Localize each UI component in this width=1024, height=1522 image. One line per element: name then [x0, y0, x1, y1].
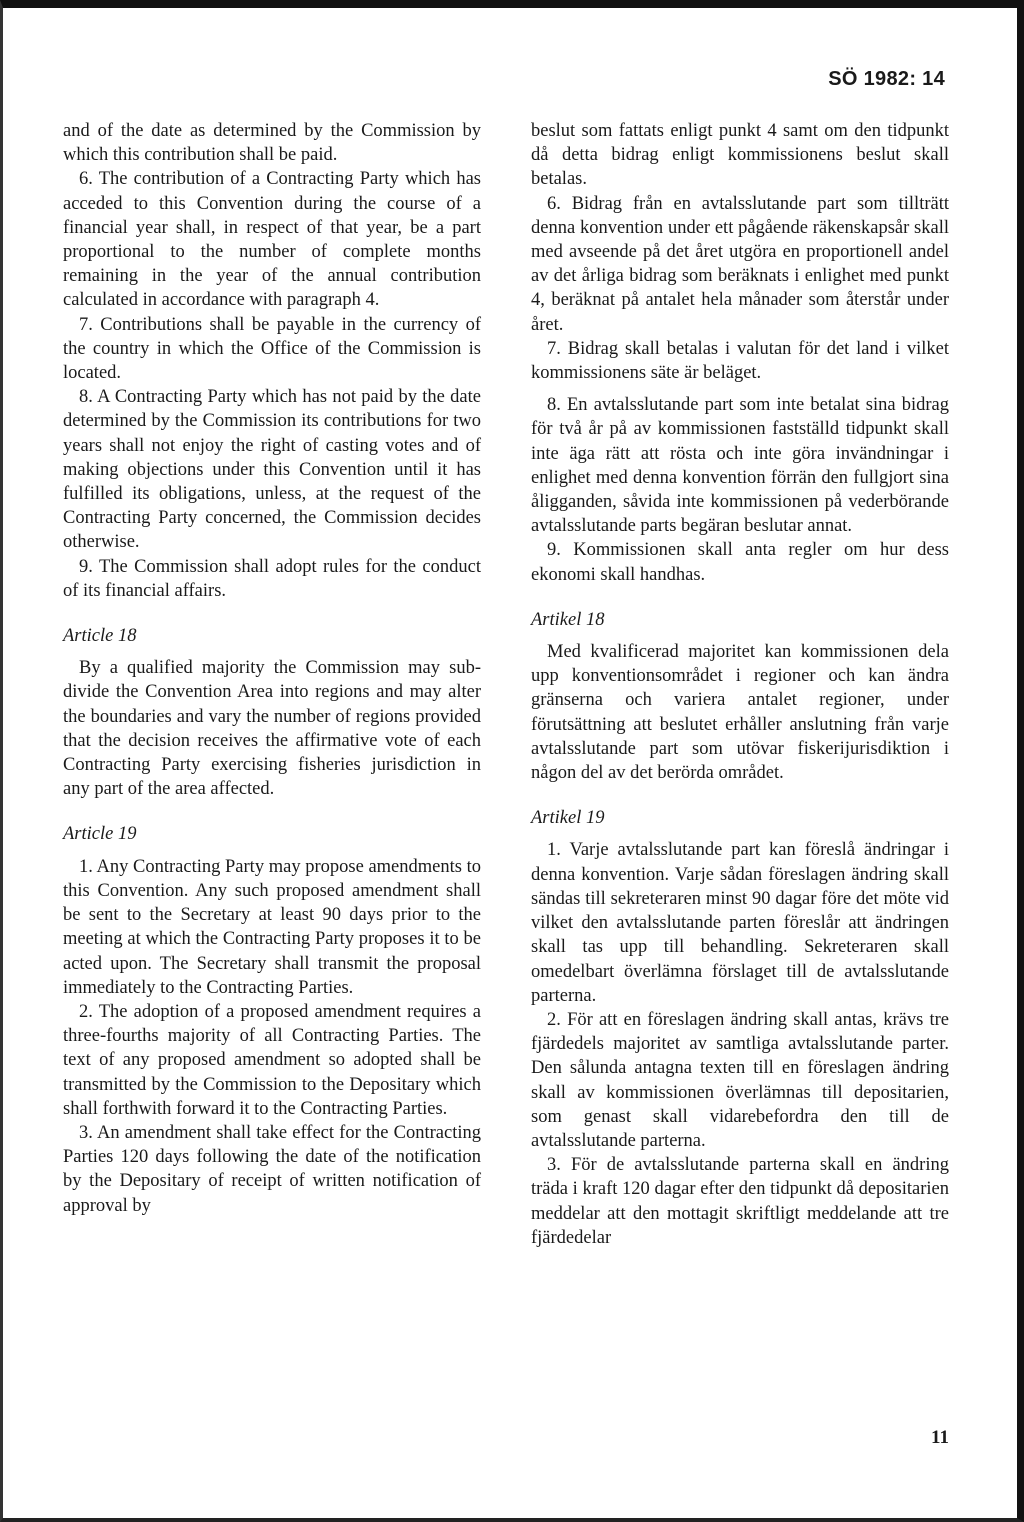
swedish-paragraph-9: 9. Kommissionen skall anta regler om hur dess ekonomi skall handhas.	[531, 540, 949, 585]
swedish-paragraph-8: 8. En avtalsslutande part som inte betalat sina bidrag för två år på av kommissionen fastställd tidpunkt skall inte äga rätt att rösta och inte göra invändningar i enlighet med denna konvention förrän den fullgjort sina åligganden, såvida inte kommissionen på vederbörande avtalsslutande parts begäran beslutar annat.	[531, 395, 949, 537]
english-article-18-text: By a qualified majority the Commission may sub-divide the Convention Area into regions and may alter the boundaries and vary the number of regions provided that the decision receives the affirmative vote of each Contracting Party exercising fisheries jurisdiction in any part of the area affected.	[63, 658, 481, 800]
swedish-column	[531, 119, 949, 1250]
swedish-article-18-heading: Artikel 18	[531, 609, 605, 630]
swedish-article-19-paragraph-1: 1. Varje avtalsslutande part kan föreslå ändringar i denna konvention. Varje sådan föreslagen ändring skall sändas till sekreteraren minst 90 dagar före det möte vid vilket den avtalsslutande parten föreslår att ändringen skall tas upp till behandling. Sekreteraren skall omedelbart överlämna förslaget till de avtalsslutande parterna.	[531, 840, 949, 1006]
swedish-paragraph-7: 7. Bidrag skall betalas i valutan för det land i vilket kommissionens säte är beläget.	[531, 338, 949, 384]
english-paragraph-8: 8. A Contracting Party which has not paid by the date determined by the Commission its contributions for two years shall not enjoy the right of casting votes and of making objections under this Convention until it has fulfilled its obligations, unless, at the request of the Contracting Party concerned, the Commission decides otherwise.	[63, 387, 481, 553]
english-article-19-heading: Article 19	[63, 824, 137, 845]
english-article-19-paragraph-1: 1. Any Contracting Party may propose amendments to this Convention. Any such proposed amendment shall be sent to the Secretary at least 90 days prior to the meeting at which the Contracting Party proposes it to be acted upon. The Secretary shall transmit the proposal immediately to the Contracting Parties.	[63, 856, 481, 998]
english-article-19-paragraph-2: 2. The adoption of a proposed amendment requires a three-fourths majority of all Contracting Parties. The text of any proposed amendment so adopted shall be transmitted by the Commission to the Depositary which shall forthwith forward it to the Contracting Parties.	[63, 1001, 481, 1119]
english-article-19-paragraph-3: 3. An amendment shall take effect for the Contracting Parties 120 days following the date of the notification by the Depositary of receipt of written notification of approval by	[63, 1122, 481, 1216]
swedish-article-19-paragraph-2: 2. För att en föreslagen ändring skall antas, krävs tre fjärdedels majoritet av samtliga avtalsslutande parter. Den sålunda antagna texten till en föreslagen ändring skall av kommissionen överlämnas till depositarien, som genast skall vidarebefordra den till de avtalsslutande parterna.	[531, 1009, 949, 1151]
english-paragraph-7: 7. Contributions shall be payable in the currency of the country in which the Office of the Commission is located.	[63, 314, 481, 384]
swedish-article-18-text: Med kvalificerad majoritet kan kommissionen dela upp konventionsområdet i regioner och kan ändra gränserna och variera antalet regioner, under förutsättning att beslutet erhåller anslutning från varje avtalsslutande part som utövar fiskerijurisdiktion i någon del av det berörda området.	[531, 642, 949, 784]
page-number: 11	[931, 1427, 949, 1448]
swedish-article-19-paragraph-3: 3. För de avtalsslutande parterna skall en ändring träda i kraft 120 dagar efter den tidpunkt då depositarien meddelar att den mottagit skriftligt meddelande att tre fjärdedelar	[531, 1155, 949, 1248]
english-paragraph-6: 6. The contribution of a Contracting Party which has acceded to this Convention during the course of a financial year shall, in respect of that year, be a part proportional to the number of complete months remaining in the year of the annual contribution calculated in accordance with paragraph 4.	[63, 169, 481, 311]
swedish-intro: beslut som fattats enligt punkt 4 samt om den tidpunkt då detta bidrag enligt kommissionens beslut skall betalas.	[531, 121, 949, 190]
english-column	[63, 119, 481, 1218]
english-paragraph-9: 9. The Commission shall adopt rules for the conduct of its financial affairs.	[63, 556, 481, 601]
english-intro: and of the date as determined by the Commission by which this contribution shall be paid.	[63, 121, 481, 166]
swedish-paragraph-6: 6. Bidrag från en avtalsslutande part som tillträtt denna konvention under ett pågående räkenskapsår skall med avseende på det året utgöra en proportionell andel av det årliga bidrag som beräknats i enlighet med punkt 4, beräknat på antalet hela månader som återstår under året.	[531, 193, 949, 335]
document-code: SÖ 1982: 14	[828, 68, 945, 90]
swedish-article-19-heading: Artikel 19	[531, 808, 605, 829]
english-article-18-heading: Article 18	[63, 626, 137, 647]
